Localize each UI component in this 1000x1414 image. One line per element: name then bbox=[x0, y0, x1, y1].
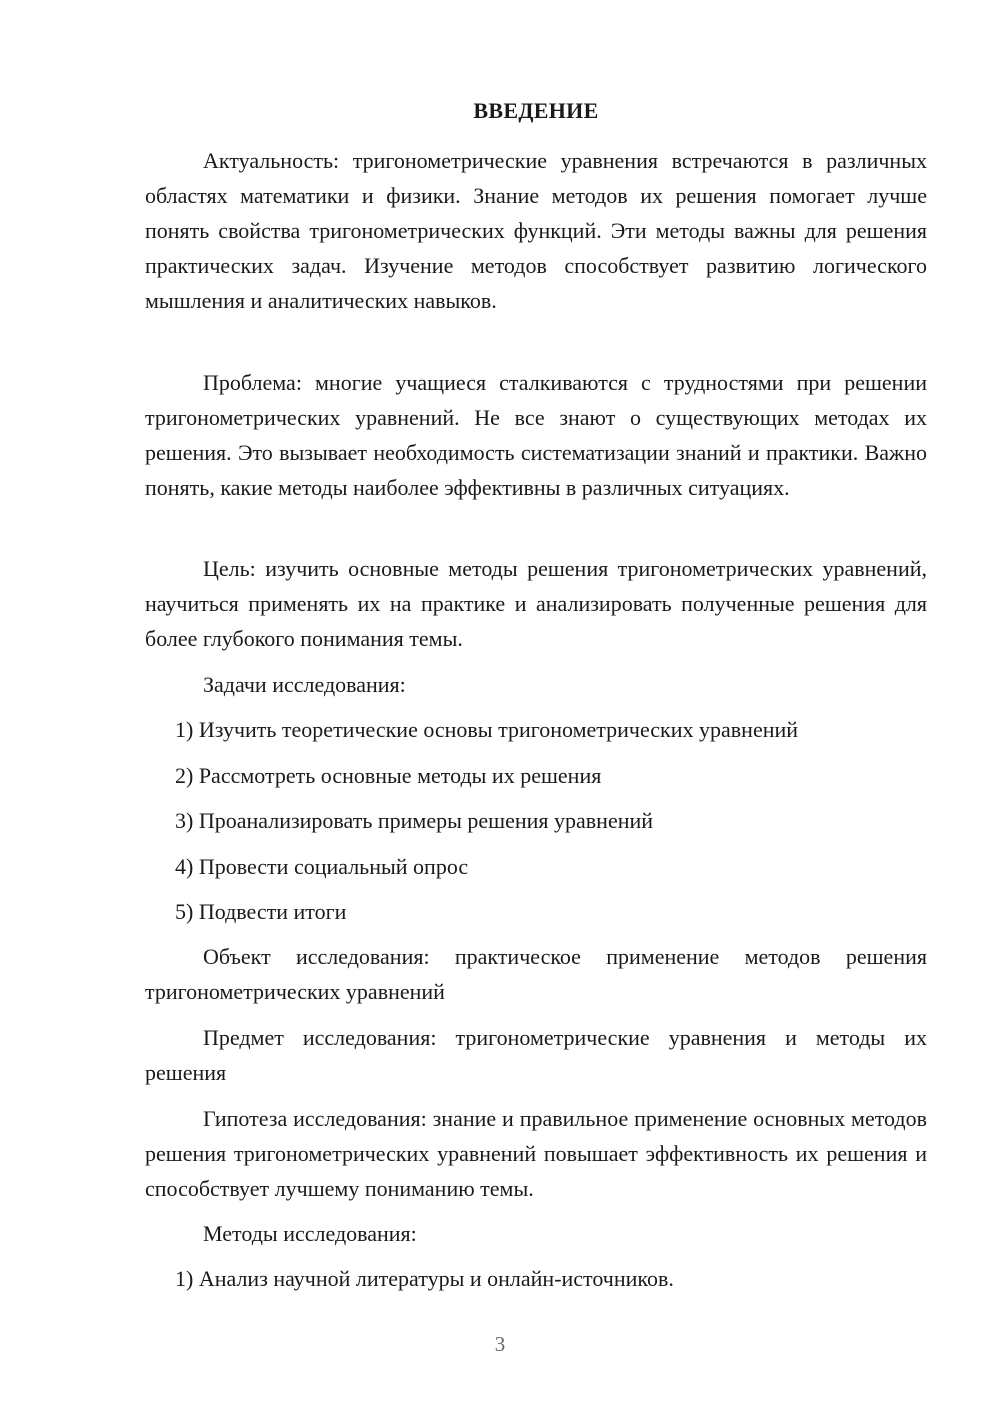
paragraph-subject: Предмет исследования: тригонометрические уравнения и методы их решения bbox=[145, 1025, 927, 1085]
tasks-heading: Задачи исследования: bbox=[203, 672, 406, 697]
paragraph-relevance: Актуальность: тригонометрические уравнения встречаются в различных областях математики и физики. Знание методов их решения помогает лучше понять свойства тригонометрических функций. Эти методы важны для решения практических задач. Изучение методов способствует развитию логического мышления и аналитических навыков. bbox=[145, 148, 927, 313]
task-item-1: 1) Изучить теоретические основы тригонометрических уравнений bbox=[175, 717, 799, 742]
page-number: 3 bbox=[494, 1332, 506, 1356]
paragraph-hypothesis: Гипотеза исследования: знание и правильное применение основных методов решения тригонометрических уравнений повышает эффективность их решения и способствует лучшему пониманию темы. bbox=[145, 1106, 927, 1201]
task-item-5: 5) Подвести итоги bbox=[175, 899, 347, 924]
task-item-4: 4) Провести социальный опрос bbox=[175, 854, 469, 879]
task-item-2: 2) Рассмотреть основные методы их решения bbox=[175, 763, 602, 788]
paragraph-problem: Проблема: многие учащиеся сталкиваются с трудностями при решении тригонометрических уравнений. Не все знают о существующих методах их решения. Это вызывает необходимость систематизации знаний и практики. Важно понять, какие методы наиболее эффективны в различных ситуациях. bbox=[145, 370, 927, 500]
page-title: ВВЕДЕНИЕ bbox=[473, 98, 599, 123]
methods-heading: Методы исследования: bbox=[203, 1221, 417, 1246]
paragraph-object: Объект исследования: практическое применение методов решения тригонометрических уравнений bbox=[145, 944, 927, 1004]
method-item-1: 1) Анализ научной литературы и онлайн-источников. bbox=[175, 1266, 674, 1291]
task-item-3: 3) Проанализировать примеры решения уравнений bbox=[175, 808, 654, 833]
paragraph-goal: Цель: изучить основные методы решения тригонометрических уравнений, научиться применять их на практике и анализировать полученные решения для более глубокого понимания темы. bbox=[145, 556, 927, 651]
